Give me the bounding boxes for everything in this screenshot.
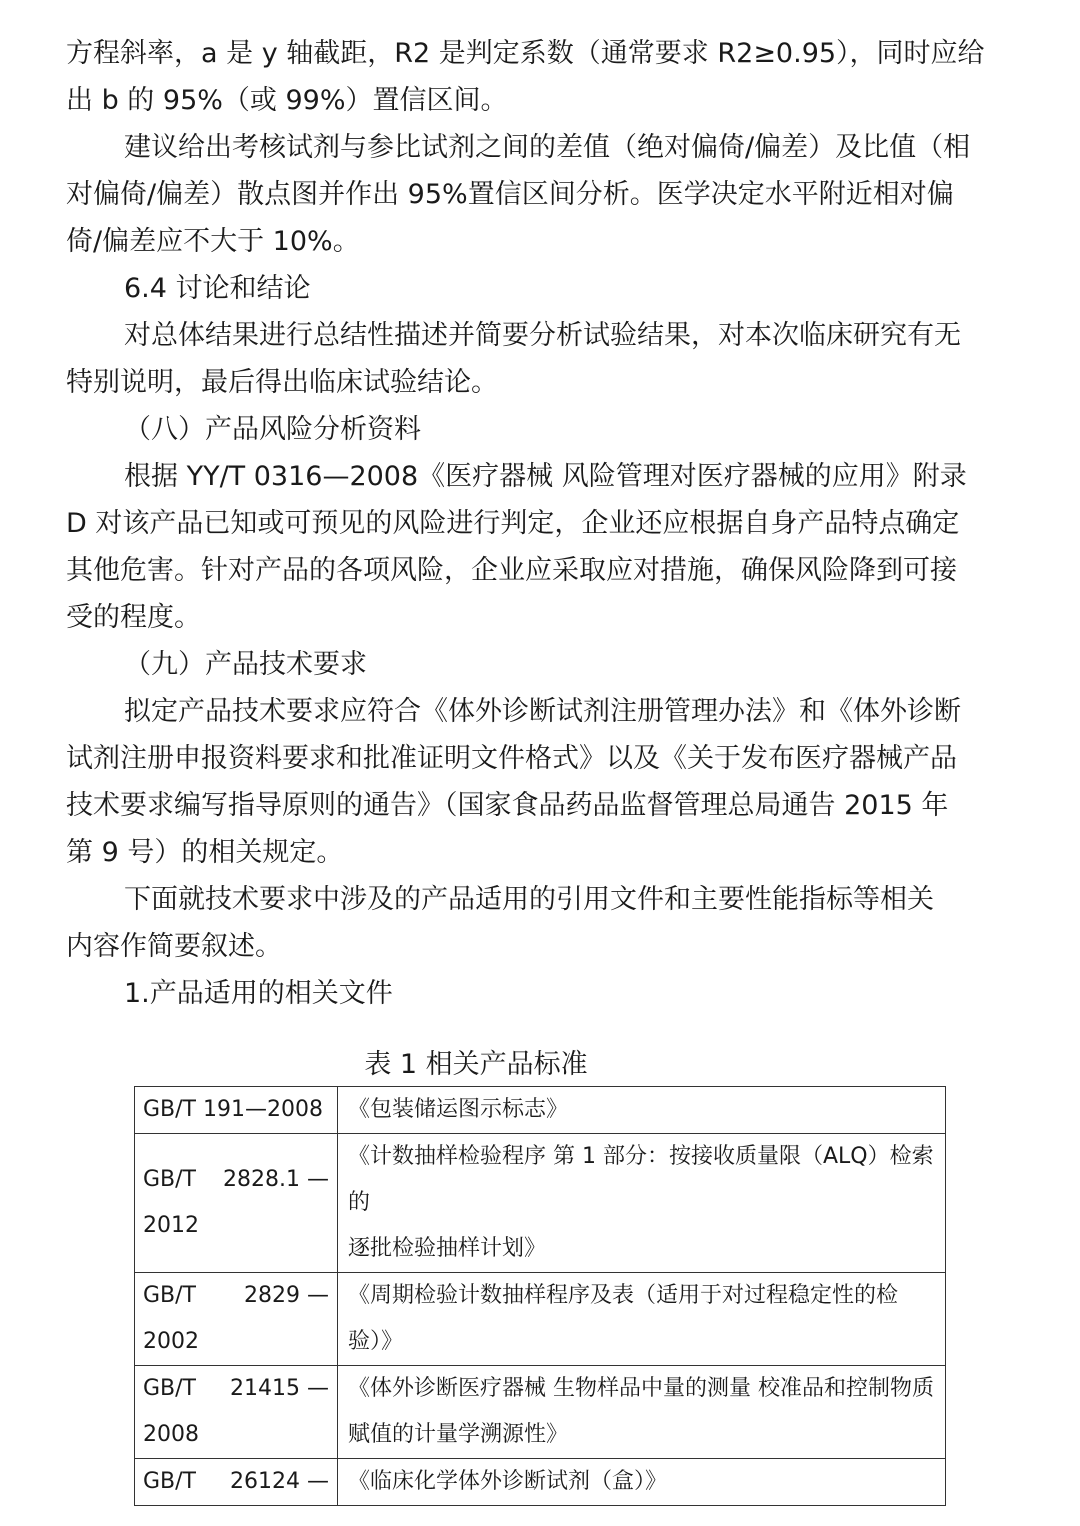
text-line: 对偏倚/偏差）散点图并作出 95%置信区间分析。医学决定水平附近相对偏: [66, 179, 954, 210]
paragraph-bias: [66, 124, 1014, 265]
text-line: 其他危害。针对产品的各项风险，企业应采取应对措施，确保风险降到可接: [66, 555, 957, 586]
standard-code-number: 2828.1 —: [223, 1167, 329, 1192]
text-line: 建议给出考核试剂与参比试剂之间的差值（绝对偏倚/偏差）及比值（相: [124, 132, 971, 163]
table-row: [135, 1087, 946, 1134]
text-line: D 对该产品已知或可预见的风险进行判定，企业还应根据自身产品特点确定: [66, 508, 960, 539]
standard-title: 《计数抽样检验程序 第 1 部分：按接收质量限（ALQ）检索的: [348, 1144, 934, 1215]
standard-title-cont: 逐批检验抽样计划》: [348, 1236, 547, 1261]
standard-code: GB/T: [143, 1469, 196, 1494]
text-line: 内容作简要叙述。: [66, 931, 282, 962]
standard-code: GB/T 191—2008: [143, 1097, 323, 1122]
text-line: 受的程度。: [66, 602, 201, 633]
table-row: [135, 1273, 946, 1366]
text-line: 方程斜率，a 是 y 轴截距，R2 是判定系数（通常要求 R2≥0.95），同时应给: [66, 38, 985, 69]
paragraph-conclusion: [66, 312, 1014, 406]
standard-title: 《周期检验计数抽样程序及表（适用于对过程稳定性的检验）》: [348, 1283, 899, 1354]
text-line: 出 b 的 95%（或 99%）置信区间。: [66, 85, 508, 116]
standard-code: GB/T: [143, 1283, 196, 1308]
section-heading-6-4: 6.4 讨论和结论: [124, 273, 311, 304]
table-row: [135, 1366, 946, 1459]
standard-code-cell: [135, 1087, 338, 1134]
paragraph-risk: [66, 453, 1014, 641]
standard-code: GB/T: [143, 1376, 196, 1401]
standard-title: 《体外诊断医疗器械 生物样品中量的测量 校准品和控制物质: [348, 1376, 934, 1401]
paragraph-summary: [66, 876, 1014, 970]
standard-title-cell: [338, 1134, 946, 1273]
standard-title-cell: [338, 1087, 946, 1134]
standard-code-number: 26124 —: [230, 1469, 329, 1494]
standard-code-year: 2012: [143, 1213, 199, 1238]
standard-code-year: 2002: [143, 1329, 199, 1354]
standard-title-cell: [338, 1273, 946, 1366]
paragraph-regression: [66, 30, 1014, 124]
text-line: 技术要求编写指导原则的通告》（国家食品药品监督管理总局通告 2015 年: [66, 790, 949, 821]
standard-code-cell: [135, 1366, 338, 1459]
text-line: 第 9 号）的相关规定。: [66, 837, 344, 868]
standard-code-year: 2008: [143, 1422, 199, 1447]
table-caption-text: 表 1 相关产品标准: [364, 1049, 588, 1080]
standard-code: GB/T: [143, 1167, 196, 1192]
standard-code-number: 2829 —: [244, 1283, 329, 1308]
standard-title: 《包装储运图示标志》: [348, 1097, 569, 1122]
standard-title: 《临床化学体外诊断试剂（盒）》: [348, 1469, 668, 1494]
text-line: 下面就技术要求中涉及的产品适用的引用文件和主要性能指标等相关: [124, 884, 934, 915]
text-line: 特别说明，最后得出临床试验结论。: [66, 367, 498, 398]
table-caption: [0, 1041, 1080, 1088]
text-line: 倚/偏差应不大于 10%。: [66, 226, 360, 257]
table-row: [135, 1134, 946, 1273]
section-heading-risk: （八）产品风险分析资料: [124, 414, 421, 445]
text-line: 根据 YY/T 0316—2008《医疗器械 风险管理对医疗器械的应用》附录: [124, 461, 967, 492]
text-line: 试剂注册申报资料要求和批准证明文件格式》以及《关于发布医疗器械产品: [66, 743, 957, 774]
table-row: [135, 1459, 946, 1506]
standard-title-cell: [338, 1459, 946, 1506]
standard-title-cell: [338, 1366, 946, 1459]
standards-table: [134, 1086, 946, 1506]
standard-code-number: 21415 —: [230, 1376, 329, 1401]
paragraph-tech-req: [66, 688, 1014, 876]
standard-title-cont: 赋值的计量学溯源性》: [348, 1422, 569, 1447]
standard-code-cell: [135, 1273, 338, 1366]
text-line: 拟定产品技术要求应符合《体外诊断试剂注册管理办法》和《体外诊断: [124, 696, 961, 727]
section-heading-tech-req: （九）产品技术要求: [124, 649, 367, 680]
standard-code-cell: [135, 1459, 338, 1506]
standard-code-cell: [135, 1134, 338, 1273]
section-heading-docs: 1.产品适用的相关文件: [124, 978, 393, 1009]
document-body: [66, 30, 1014, 1017]
text-line: 对总体结果进行总结性描述并简要分析试验结果，对本次临床研究有无: [124, 320, 961, 351]
